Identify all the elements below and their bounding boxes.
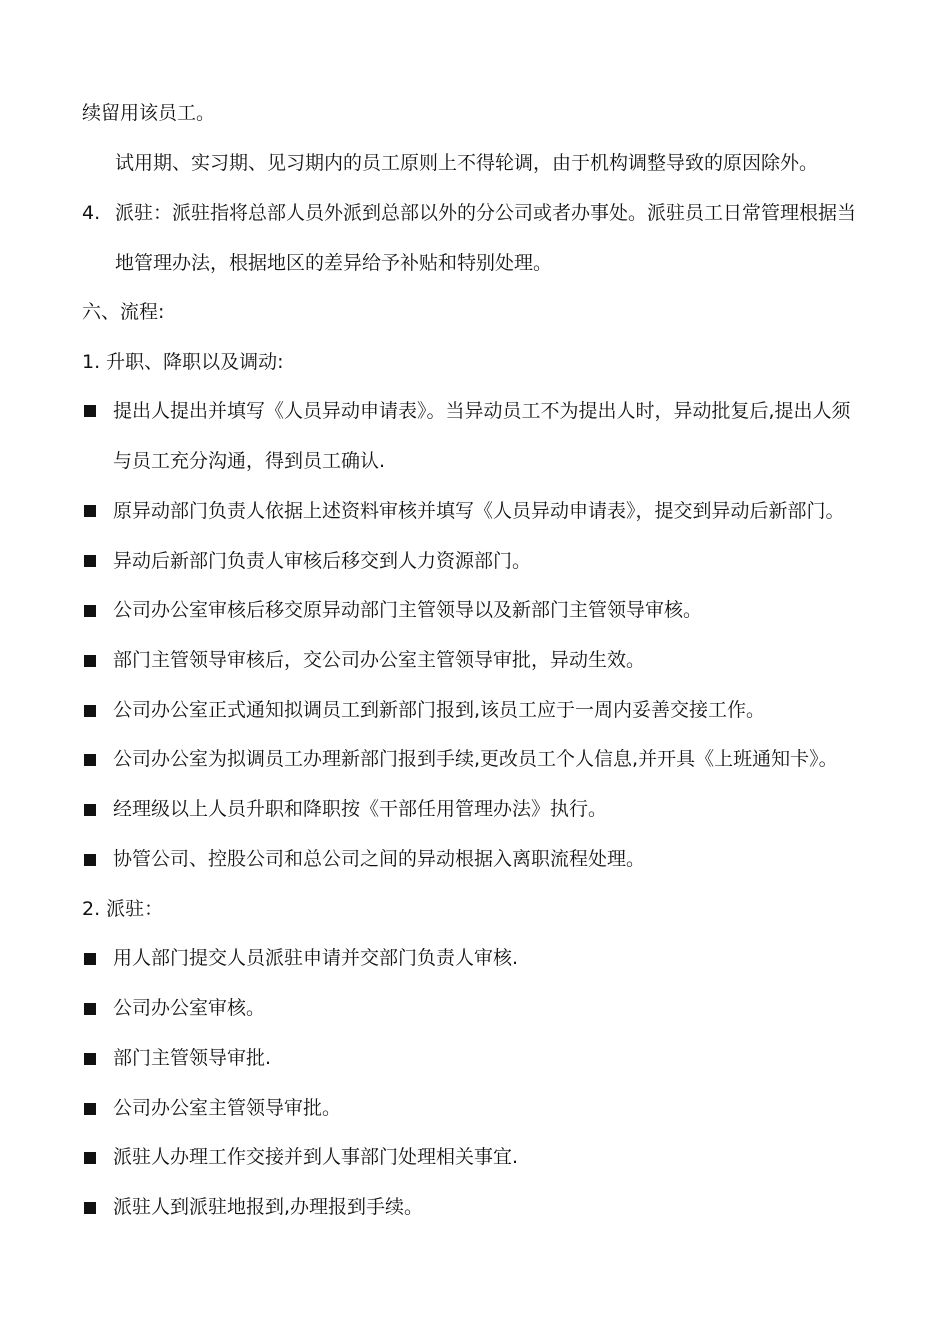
section-title-process: 六、流程: xyxy=(82,301,165,323)
bullet-square-icon xyxy=(84,605,96,617)
bullet-text: 异动后新部门负责人审核后移交到人力资源部门。 xyxy=(113,550,532,572)
sub-heading-dispatch: 2. 派驻： xyxy=(82,898,164,920)
bullet-text-continuation: 与员工充分沟通，得到员工确认. xyxy=(113,450,386,472)
bullet-square-icon xyxy=(84,705,96,717)
bullet-text: 部门主管领导审批. xyxy=(113,1047,272,1069)
bullet-text: 派驻人办理工作交接并到人事部门处理相关事宜. xyxy=(113,1146,519,1168)
bullet-square-icon xyxy=(84,854,96,866)
bullet-text: 公司办公室为拟调员工办理新部门报到手续,更改员工个人信息,并开具《上班通知卡》。 xyxy=(113,748,838,770)
bullet-text: 协管公司、控股公司和总公司之间的异动根据入离职流程处理。 xyxy=(113,848,646,870)
bullet-square-icon xyxy=(84,804,96,816)
bullet-square-icon xyxy=(84,655,96,667)
bullet-text: 提出人提出并填写《人员异动申请表》。当异动员工不为提出人时，异动批复后,提出人须 xyxy=(113,400,851,422)
paragraph-continuation: 续留用该员工。 xyxy=(82,102,216,124)
paragraph-trial-period: 试用期、实习期、见习期内的员工原则上不得轮调，由于机构调整导致的原因除外。 xyxy=(115,152,819,174)
bullet-text: 公司办公室正式通知拟调员工到新部门报到,该员工应于一周内妥善交接工作。 xyxy=(113,699,766,721)
item-4-text-line2: 地管理办法，根据地区的差异给予补贴和特别处理。 xyxy=(115,252,553,274)
bullet-square-icon xyxy=(84,1053,96,1065)
bullet-square-icon xyxy=(84,505,96,517)
bullet-square-icon xyxy=(84,1103,96,1115)
bullet-text: 公司办公室主管领导审批。 xyxy=(113,1097,342,1119)
bullet-square-icon xyxy=(84,405,96,417)
bullet-text: 公司办公室审核后移交原异动部门主管领导以及新部门主管领导审核。 xyxy=(113,599,703,621)
bullet-text: 原异动部门负责人依据上述资料审核并填写《人员异动申请表》，提交到异动后新部门。 xyxy=(113,500,845,522)
bullet-text: 用人部门提交人员派驻申请并交部门负责人审核. xyxy=(113,947,519,969)
bullet-square-icon xyxy=(84,1003,96,1015)
bullet-square-icon xyxy=(84,555,96,567)
bullet-text: 经理级以上人员升职和降职按《干部任用管理办法》执行。 xyxy=(113,798,608,820)
bullet-text: 部门主管领导审核后，交公司办公室主管领导审批，异动生效。 xyxy=(113,649,646,671)
bullet-text: 公司办公室审核。 xyxy=(113,997,266,1019)
bullet-square-icon xyxy=(84,754,96,766)
bullet-square-icon xyxy=(84,1202,96,1214)
sub-heading-promotion: 1. 升职、降职以及调动: xyxy=(82,351,284,373)
item-4-text-line1: 派驻：派驻指将总部人员外派到总部以外的分公司或者办事处。派驻员工日常管理根据当 xyxy=(115,202,857,224)
item-4-number: 4. xyxy=(82,202,101,224)
bullet-square-icon xyxy=(84,1152,96,1164)
bullet-text: 派驻人到派驻地报到,办理报到手续。 xyxy=(113,1196,424,1218)
bullet-square-icon xyxy=(84,953,96,965)
